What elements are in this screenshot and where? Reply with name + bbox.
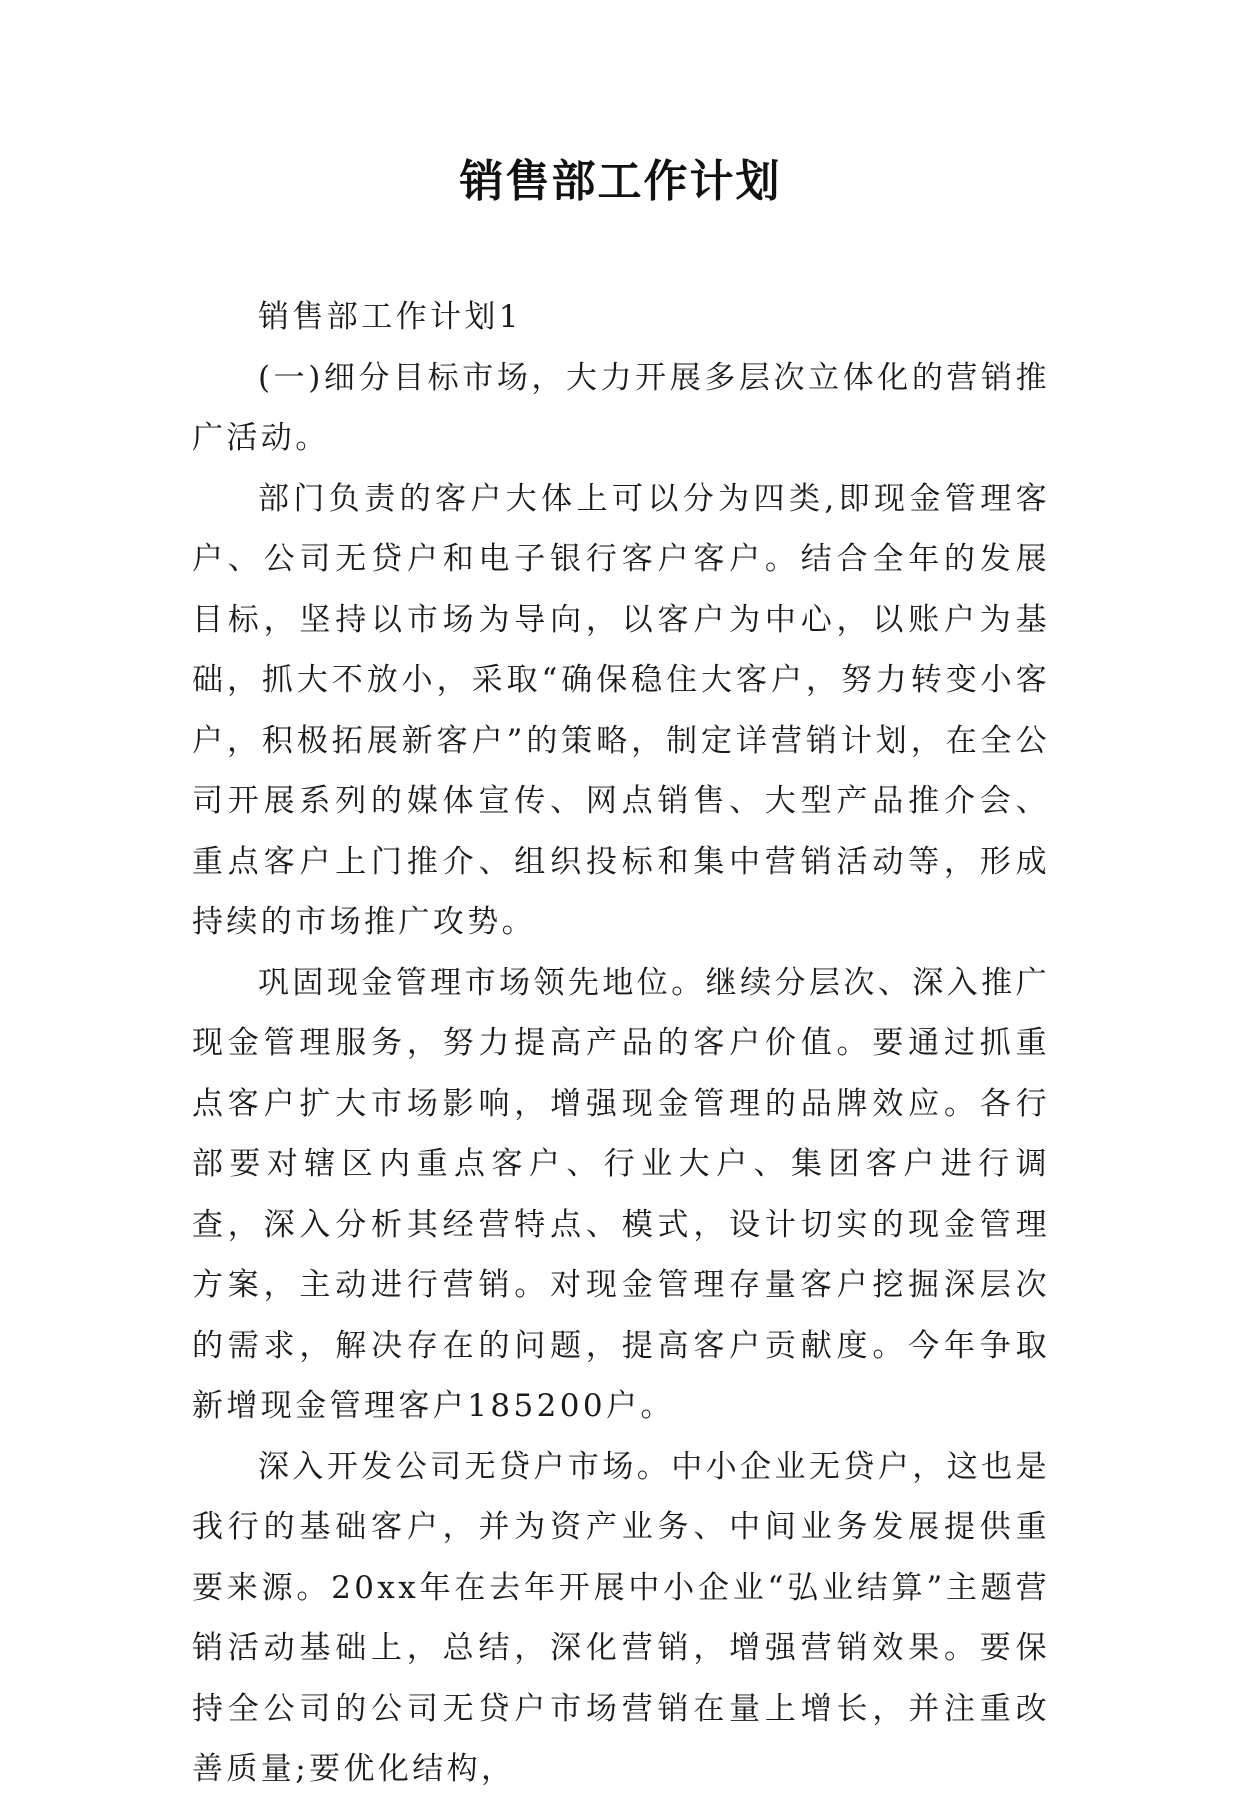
paragraph: 巩固现金管理市场领先地位。继续分层次、深入推广现金管理服务，努力提高产品的客户价值。要通过抓重点客户扩大市场影响，增强现金管理的品牌效应。各行部要对辖区内重点客户、行业大户、集团客户进行调查，深入分析其经营特点、模式，设计切实的现金管理方案，主动进行营销。对现金管理存量客户挖掘深层次的需求，解决存在的问题，提高客户贡献度。今年争取新增现金管理客户185200户。 xyxy=(192,964,1050,1424)
paragraph: 部门负责的客户大体上可以分为四类,即现金管理客户、公司无贷户和电子银行客户客户。结合全年的发展目标，坚持以市场为导向，以客户为中心，以账户为基础，抓大不放小，采取“确保稳住大客户，努力转变小客户，积极拓展新客户”的策略，制定详营销计划，在全公司开展系列的媒体宣传、网点销售、大型产品推介会、重点客户上门推介、组织投标和集中营销活动等，形成持续的市场推广攻势。 xyxy=(192,480,1050,940)
paragraph: 深入开发公司无贷户市场。中小企业无贷户，这也是我行的基础客户，并为资产业务、中间业务发展提供重要来源。20xx年在去年开展中小企业“弘业结算”主题营销活动基础上，总结，深化营销，增强营销效果。要保持全公司的公司无贷户市场营销在量上增长，并注重改善质量;要优化结构， xyxy=(192,1448,1050,1787)
paragraph-section-heading: (一)细分目标市场，大力开展多层次立体化的营销推广活动。 xyxy=(192,359,1050,456)
document-title: 销售部工作计划 xyxy=(459,156,782,207)
paragraph-subtitle: 销售部工作计划1 xyxy=(258,299,522,335)
document-body xyxy=(192,287,1050,1800)
